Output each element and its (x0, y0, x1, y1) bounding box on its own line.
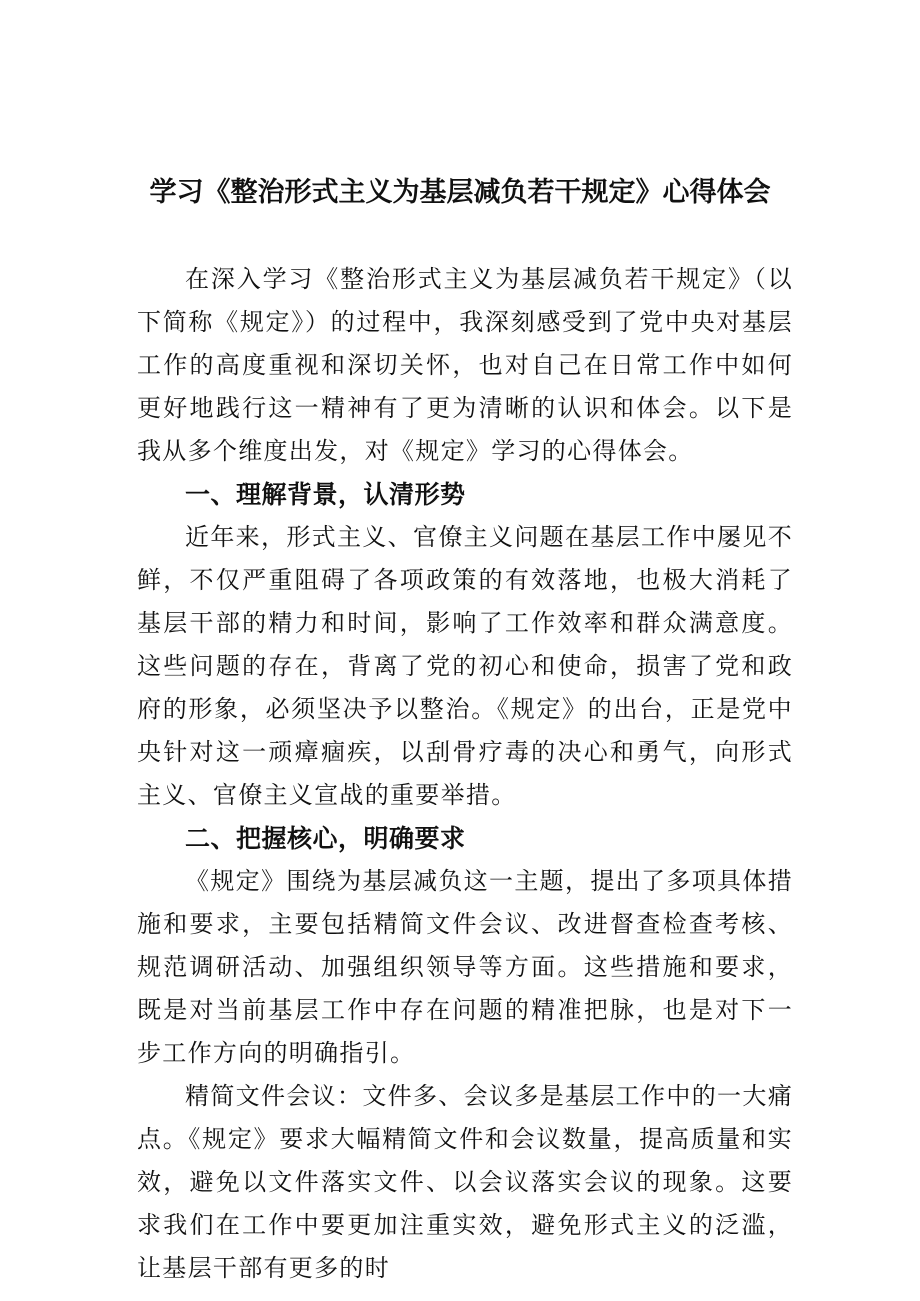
section-2-heading: 二、把握核心，明确要求 (185, 824, 466, 853)
document-title: 学习《整治形式主义为基层减负若干规定》心得体会 (149, 177, 771, 208)
intro-paragraph: 在深入学习《整治形式主义为基层减负若干规定》（以下简称《规定》）的过程中，我深刻感受到了党中央对基层工作的高度重视和深切关怀，也对自己在日常工作中如何更好地践行这一精神有了更为清晰的认识和体会。以下是我从多个维度出发，对《规定》学习的心得体会。 (137, 265, 793, 465)
section-2-paragraph-1: 《规定》围绕为基层减负这一主题，提出了多项具体措施和要求，主要包括精简文件会议、改进督查检查考核、规范调研活动、加强组织领导等方面。这些措施和要求，既是对当前基层工作中存在问题的精准把脉，也是对下一步工作方向的明确指引。 (137, 867, 793, 1067)
section-1-heading: 一、理解背景，认清形势 (185, 480, 466, 509)
section-1-paragraph: 近年来，形式主义、官僚主义问题在基层工作中屡见不鲜，不仅严重阻碍了各项政策的有效落地，也极大消耗了基层干部的精力和时间，影响了工作效率和群众满意度。这些问题的存在，背离了党的初心和使命，损害了党和政府的形象，必须坚决予以整治。《规定》的出台，正是党中央针对这一顽瘴痼疾，以刮骨疗毒的决心和勇气，向形式主义、官僚主义宣战的重要举措。 (137, 523, 793, 809)
section-2-paragraph-2: 精简文件会议：文件多、会议多是基层工作中的一大痛点。《规定》要求大幅精简文件和会议数量，提高质量和实效，避免以文件落实文件、以会议落实会议的现象。这要求我们在工作中要更加注重实效，避免形式主义的泛滥，让基层干部有更多的时 (137, 1082, 793, 1282)
document-body (137, 258, 793, 1290)
